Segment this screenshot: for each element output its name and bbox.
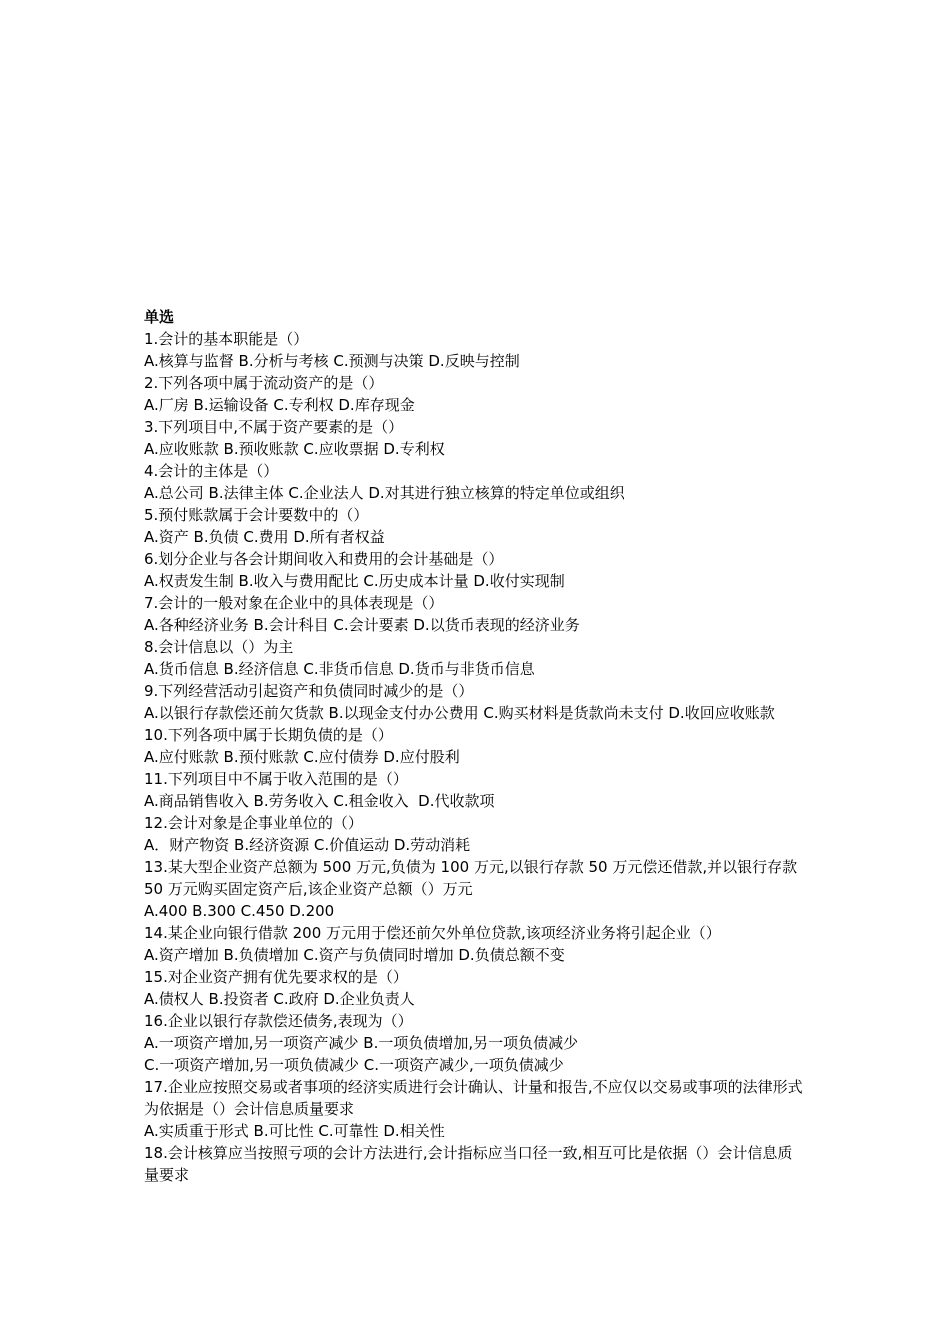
line-q1: 1.会计的基本职能是（） bbox=[144, 330, 309, 348]
question-list bbox=[144, 306, 806, 1186]
line-q15: 15.对企业资产拥有优先要求权的是（） bbox=[144, 968, 408, 986]
line-q4: 4.会计的主体是（） bbox=[144, 462, 279, 480]
line-q12: 12.会计对象是企事业单位的（） bbox=[144, 814, 363, 832]
line-q11: 11.下列项目中不属于收入范围的是（） bbox=[144, 770, 408, 788]
line-q12-options: A．财产物资 B.经济资源 C.价值运动 D.劳动消耗 bbox=[144, 836, 471, 854]
line-q17-options: A.实质重于形式 B.可比性 C.可靠性 D.相关性 bbox=[144, 1122, 445, 1140]
line-q14-options: A.资产增加 B.负债增加 C.资产与负债同时增加 D.负债总额不变 bbox=[144, 946, 565, 964]
line-q13: 13.某大型企业资产总额为 500 万元,负债为 100 万元,以银行存款 50 万元偿还借款,并以银行存款 50 万元购买固定资产后,该企业资产总额（）万元 bbox=[144, 858, 802, 898]
line-q2: 2.下列各项中属于流动资产的是（） bbox=[144, 374, 384, 392]
line-q10: 10.下列各项中属于长期负债的是（） bbox=[144, 726, 393, 744]
line-q1-options: A.核算与监督 B.分析与考核 C.预测与决策 D.反映与控制 bbox=[144, 352, 520, 370]
line-q13-options: A.400 B.300 C.450 D.200 bbox=[144, 902, 335, 920]
line-q7: 7.会计的一般对象在企业中的具体表现是（） bbox=[144, 594, 444, 612]
line-q9: 9.下列经营活动引起资产和负债同时减少的是（） bbox=[144, 682, 474, 700]
line-q16-options-2: C.一项资产增加,另一项负债减少 C.一项资产减少,一项负债减少 bbox=[144, 1056, 564, 1074]
line-q15-options: A.债权人 B.投资者 C.政府 D.企业负责人 bbox=[144, 990, 415, 1008]
line-q10-options: A.应付账款 B.预付账款 C.应付债券 D.应付股利 bbox=[144, 748, 460, 766]
section-title: 单选 bbox=[144, 308, 175, 326]
line-q8-options: A.货币信息 B.经济信息 C.非货币信息 D.货币与非货币信息 bbox=[144, 660, 535, 678]
line-q5-options: A.资产 B.负债 C.费用 D.所有者权益 bbox=[144, 528, 385, 546]
line-q9-options: A.以银行存款偿还前欠货款 B.以现金支付办公费用 C.购买材料是货款尚未支付 D.收回应收账款 bbox=[144, 704, 775, 722]
line-q4-options: A.总公司 B.法律主体 C.企业法人 D.对其进行独立核算的特定单位或组织 bbox=[144, 484, 625, 502]
line-q6-options: A.权责发生制 B.收入与费用配比 C.历史成本计量 D.收付实现制 bbox=[144, 572, 565, 590]
line-q6: 6.划分企业与各会计期间收入和费用的会计基础是（） bbox=[144, 550, 504, 568]
line-q18: 18.会计核算应当按照亏项的会计方法进行,会计指标应当口径一致,相互可比是依据（）会计信息质量要求 bbox=[144, 1144, 793, 1184]
line-q2-options: A.厂房 B.运输设备 C.专利权 D.库存现金 bbox=[144, 396, 415, 414]
line-q14: 14.某企业向银行借款 200 万元用于偿还前欠外单位贷款,该项经济业务将引起企业（） bbox=[144, 924, 721, 942]
line-q8: 8.会计信息以（）为主 bbox=[144, 638, 294, 656]
line-q5: 5.预付账款属于会计要数中的（） bbox=[144, 506, 369, 524]
line-q11-options: A.商品销售收入 B.劳务收入 C.租金收入 D.代收款项 bbox=[144, 792, 495, 810]
line-q7-options: A.各种经济业务 B.会计科目 C.会计要素 D.以货币表现的经济业务 bbox=[144, 616, 580, 634]
line-q3-options: A.应收账款 B.预收账款 C.应收票据 D.专利权 bbox=[144, 440, 445, 458]
line-q17: 17.企业应按照交易或者事项的经济实质进行会计确认、计量和报告,不应仅以交易或事项的法律形式为依据是（）会计信息质量要求 bbox=[144, 1078, 803, 1118]
line-q16-options-1: A.一项资产增加,另一项资产减少 B.一项负债增加,另一项负债减少 bbox=[144, 1034, 579, 1052]
line-q3: 3.下列项目中,不属于资产要素的是（） bbox=[144, 418, 404, 436]
line-q16: 16.企业以银行存款偿还债务,表现为（） bbox=[144, 1012, 413, 1030]
